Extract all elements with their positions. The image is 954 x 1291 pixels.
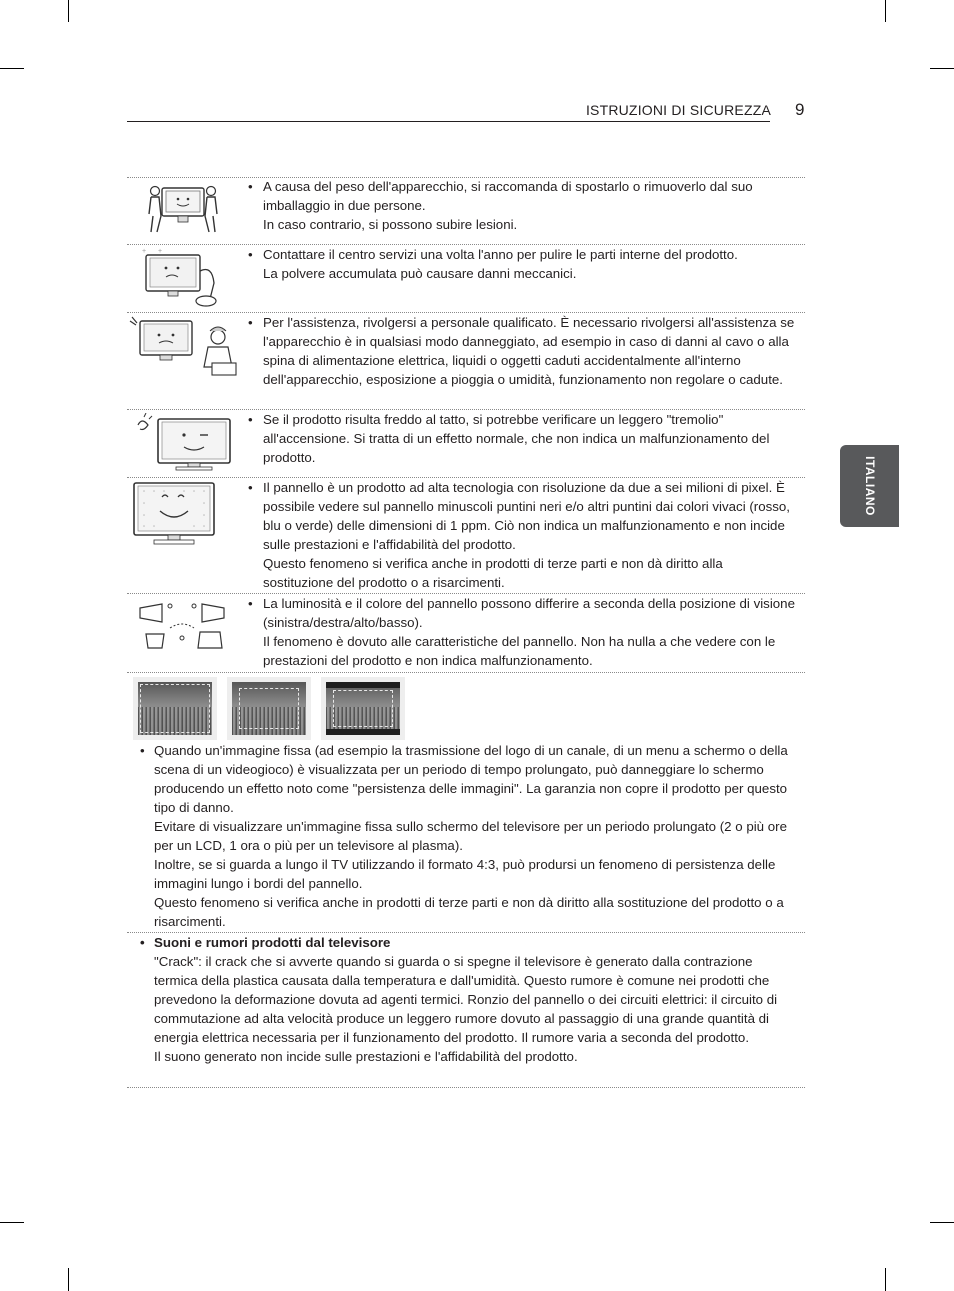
- safety-note: [248, 177, 796, 234]
- bullet: •: [140, 743, 145, 758]
- noise-text: "Crack": il crack che si avverte quando si guarda o si spegne il televisore è generato dalla contrazione termica della plastica causata dalla temperatura e dall'umidità. Questo rumore è comune nei prodotti che prevedono la deformazione dovuta ad agenti termici. Ronzio del pannello o dei circuiti elettrici: il circuito di commutazione ad alta velocità produce un leggero rumore dovuto al passaggio di una grande quantità di energia elettrica necessaria per il funzionamento del prodotto. Il rumore varia a seconda del prodotto. Il suono generato non incide sulle prestazioni e l'affidabilità del prodotto.: [154, 954, 778, 1064]
- crop-mark: [930, 68, 954, 69]
- image-retention-photo: [227, 677, 311, 740]
- safety-note: [248, 478, 796, 592]
- safety-note: [248, 410, 796, 467]
- crop-mark: [0, 1222, 24, 1223]
- bullet: •: [248, 412, 253, 427]
- row-divider: [127, 672, 805, 673]
- crop-mark: [930, 1222, 954, 1223]
- safety-note-text: Per l'assistenza, rivolgersi a personale qualificato. È necessario rivolgersi all'assistenza se l'apparecchio è in qualsiasi modo danneggiato, ad esempio in caso di danni al cavo o alla spina di alimentazione elettrica, liquidi o oggetti caduti accidentalmente all'interno dell'apparecchio, esposizione a pioggia o umidità, funzionamento non regolare o cadute.: [263, 315, 795, 387]
- image-retention-photo: [133, 677, 217, 740]
- image-retention-text: Quando un'immagine fissa (ad esempio la trasmissione del logo di un canale, di un menu a schermo o della scena di un videogioco) è visualizzata per un periodo di tempo prolungato, può danneggiare lo schermo producendo un effetto noto come "persistenza delle immagini". La garanzia non copre il prodotto per questo tipo di danno. Evitare di visualizzare un'immagine fissa sullo schermo del televisore per un periodo prolungato (2 o più ore per un LCD, 1 ora o più per un televisore al plasma). Inoltre, se si guarda a lungo il TV utilizzando il formato 4:3, può prodursi un fenomeno di persistenza delle immagini lungo i bordi del pannello. Questo fenomeno si verifica anche in prodotti di terze parti e non dà diritto alla sostituzione del prodotto o a risarcimenti.: [154, 743, 788, 929]
- safety-note-text: Se il prodotto risulta freddo al tatto, si potrebbe verificare un leggero "tremolio" all'accensione. Si tratta di un effetto normale, che non indica un malfunzionamento del prodotto.: [263, 412, 770, 465]
- safety-note-text: La luminosità e il colore del pannello possono differire a seconda della posizione di visione (sinistra/destra/alto/basso). Il fenomeno è dovuto alle caratteristiche del pannello. Non ha nulla a che vedere con le prestazioni del prodotto e non indica malfunzionamento.: [263, 596, 795, 668]
- section-title: ISTRUZIONI DI SICUREZZA: [585, 102, 771, 118]
- smiling-tv-pixels-icon: [132, 481, 216, 547]
- bullet: •: [248, 315, 253, 330]
- crop-mark: [68, 1268, 69, 1291]
- crop-mark: [885, 0, 886, 22]
- svg-text:+: +: [158, 248, 163, 255]
- viewing-angle-tvs-icon: [136, 600, 228, 656]
- crop-mark: [0, 68, 24, 69]
- crop-mark: [68, 0, 69, 22]
- safety-note: [248, 245, 796, 283]
- language-tab-label: ITALIANO: [862, 456, 877, 516]
- bullet: •: [248, 596, 253, 611]
- safety-note-text: Contattare il centro servizi una volta l'anno per pulire le parti interne del prodotto. La polvere accumulata può causare danni meccanici.: [263, 247, 738, 281]
- two-people-carrying-tv-icon: [148, 182, 218, 234]
- bullet: •: [248, 480, 253, 495]
- image-retention-photo: [321, 677, 405, 740]
- safety-note: [248, 594, 796, 670]
- row-divider: [127, 1087, 805, 1088]
- winking-tv-icon: [134, 413, 234, 473]
- tv-technician-icon: [128, 315, 242, 379]
- noise-note: [140, 933, 790, 1066]
- noise-heading: Suoni e rumori prodotti dal televisore: [154, 935, 391, 950]
- safety-note-text: A causa del peso dell'apparecchio, si raccomanda di spostarlo o rimuoverlo dal suo imballaggio in due persone. In caso contrario, si possono subire lesioni.: [263, 179, 753, 232]
- safety-note-text: Il pannello è un prodotto ad alta tecnologia con risoluzione da due a sei milioni di pixel. È possibile vedere sul pannello minuscoli puntini neri e/o altri puntini dai colori vivaci (rosso, blu o verde) delle dimensioni di 1 ppm. Ciò non indica un malfunzionamento e non incide sulle prestazioni e l'affidabilità del prodotto. Questo fenomeno si verifica anche in prodotti di terze parti e non dà diritto alla sostituzione del prodotto o a risarcimenti.: [263, 480, 790, 590]
- bullet: •: [140, 935, 145, 950]
- language-tab: [840, 445, 899, 527]
- header-rule: [127, 121, 770, 122]
- bullet: •: [248, 247, 253, 262]
- page-number: 9: [795, 100, 805, 119]
- bullet: •: [248, 179, 253, 194]
- crop-mark: [885, 1268, 886, 1291]
- tv-vacuum-cleaner-icon: [138, 247, 224, 309]
- image-retention-note: [140, 741, 790, 931]
- svg-text:+: +: [142, 248, 147, 255]
- safety-note: [248, 313, 796, 389]
